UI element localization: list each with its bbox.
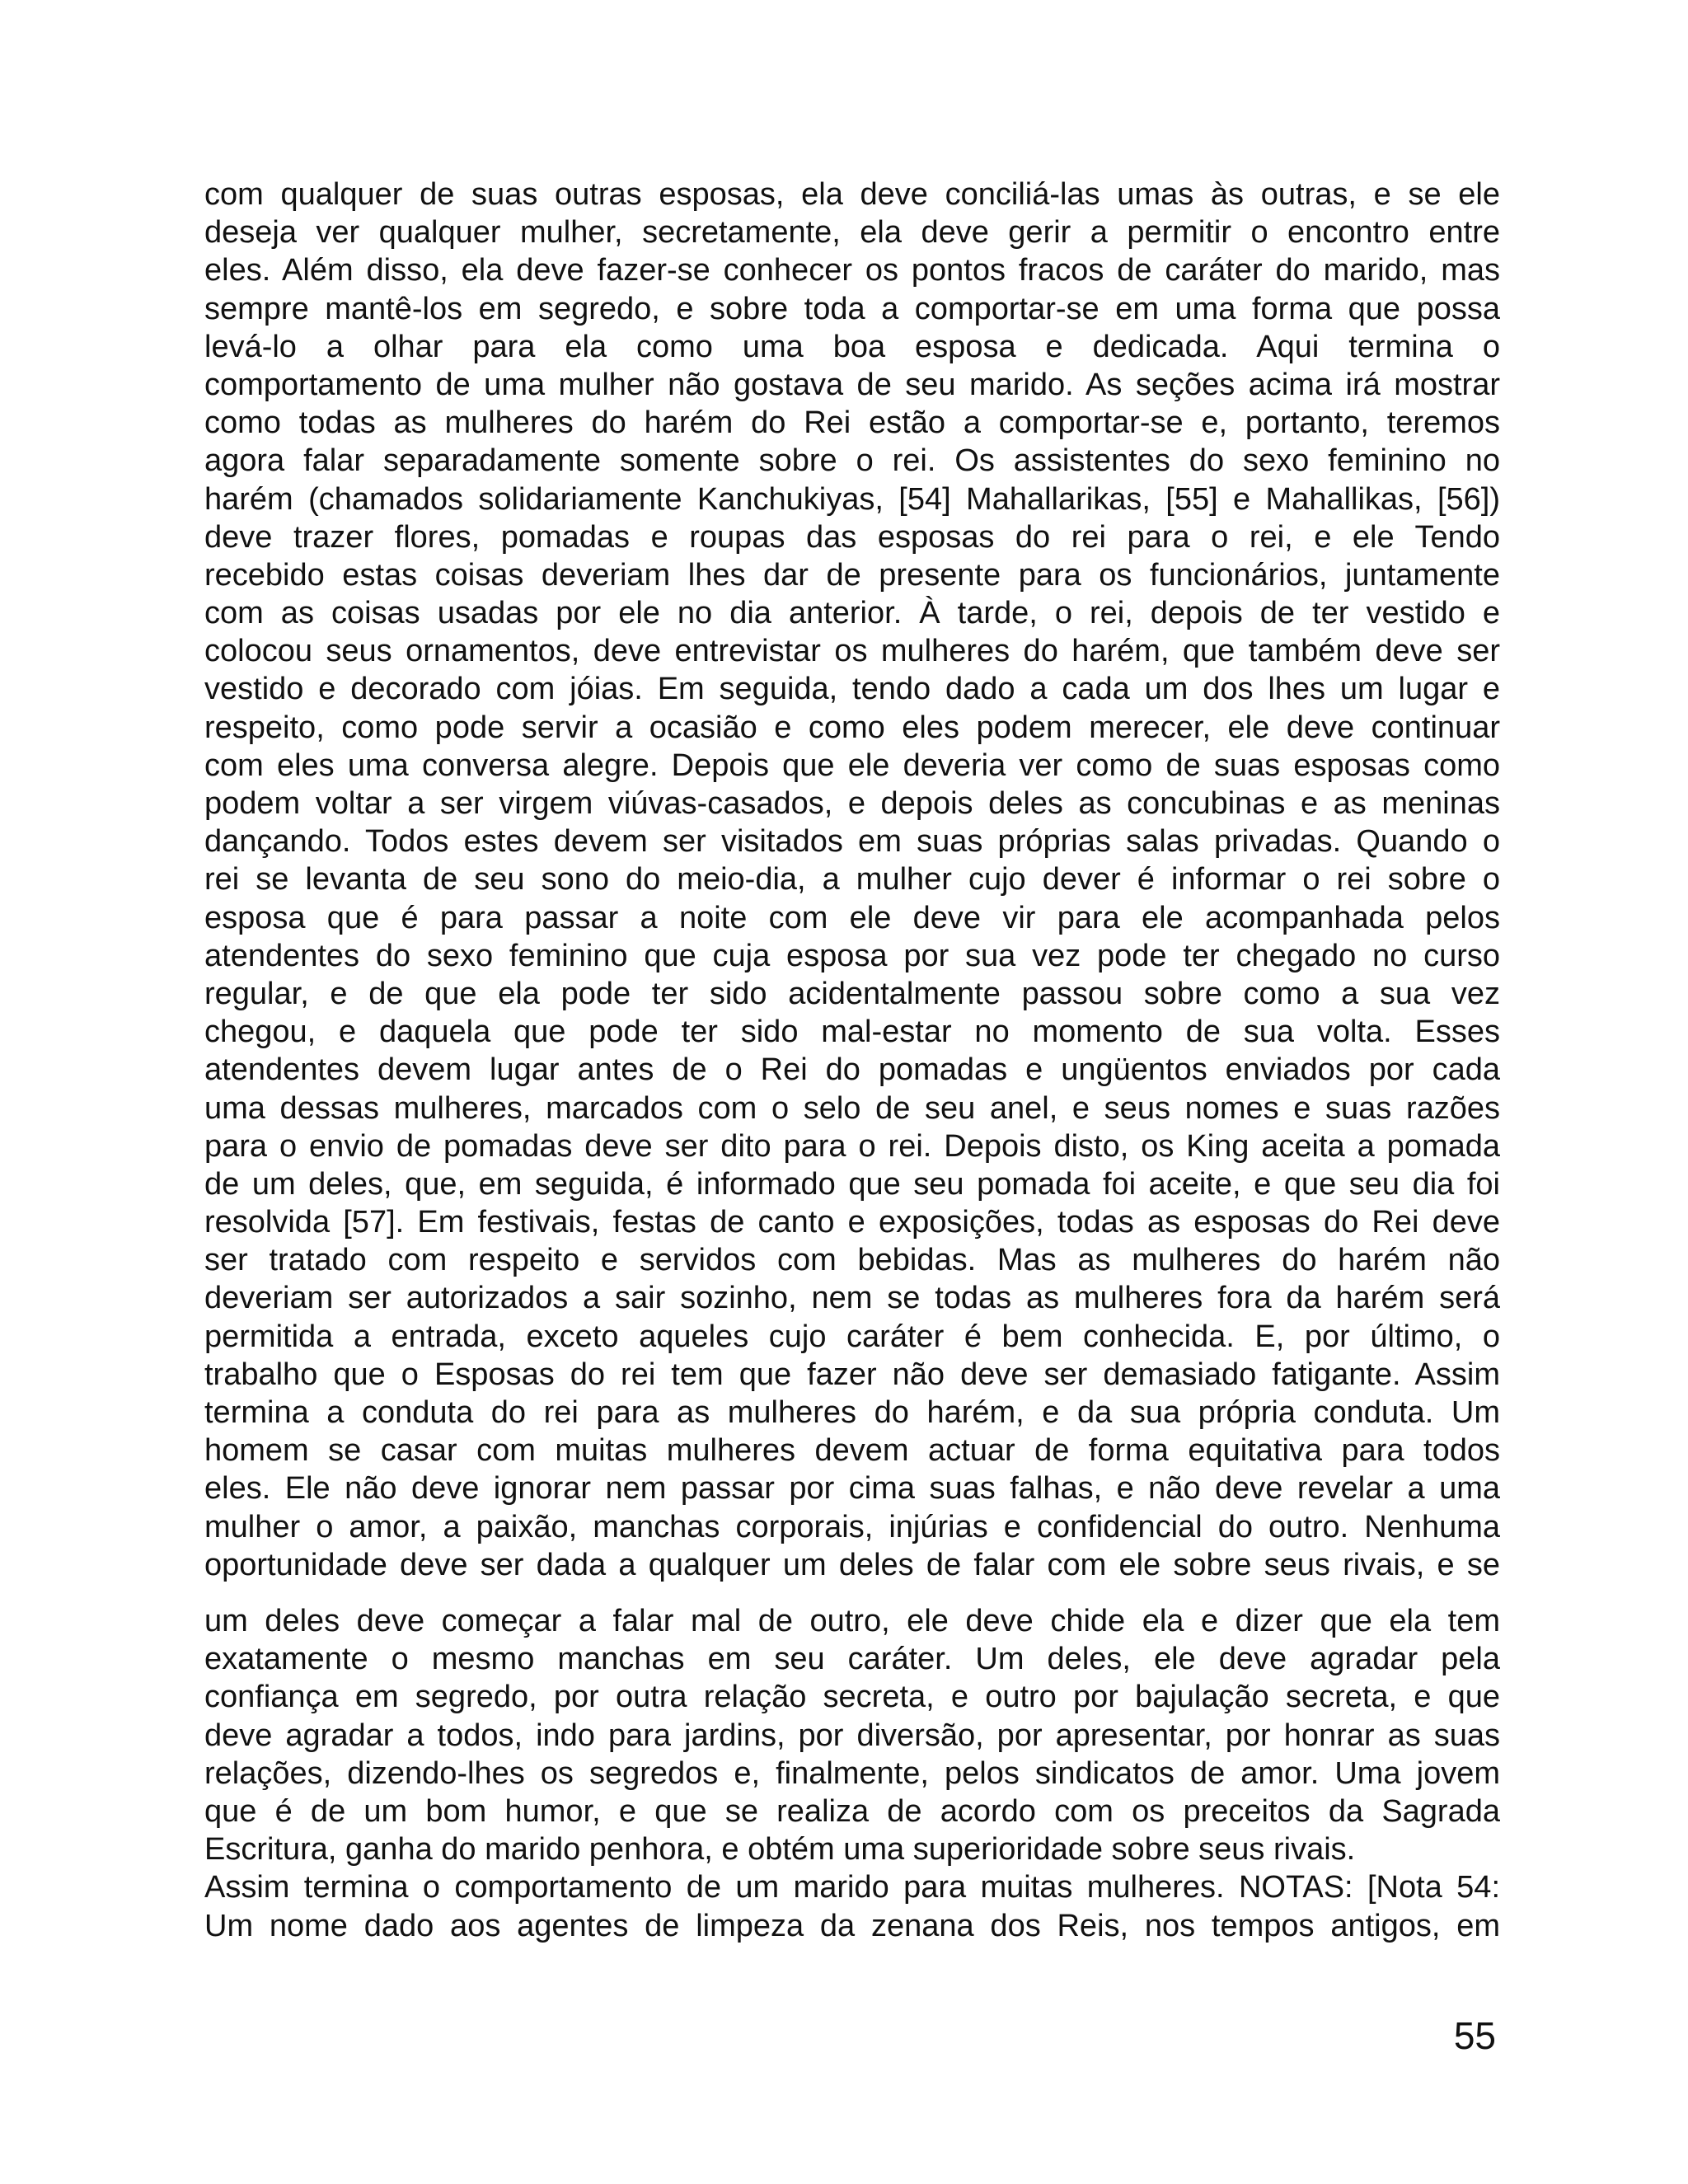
text-line: exatamente o mesmo manchas em seu caráter. Um deles, ele deve agradar pela [204, 1642, 1500, 1677]
text-line: agora falar separadamente somente sobre o rei. Os assistentes do sexo feminino no [204, 443, 1500, 479]
text-line: regular, e de que ela pode ter sido acidentalmente passou sobre como a sua vez [204, 976, 1500, 1011]
text-line: chegou, e daquela que pode ter sido mal-estar no momento de sua volta. Esses [204, 1015, 1500, 1050]
text-line: termina a conduta do rei para as mulheres do harém, e da sua própria conduta. Um [204, 1395, 1500, 1430]
text-line: Assim termina o comportamento de um marido para muitas mulheres. NOTAS: [Nota 54: [204, 1870, 1500, 1905]
text-line: oportunidade deve ser dada a qualquer um deles de falar com ele sobre seus rivais, e se [204, 1547, 1500, 1582]
text-line: deve agradar a todos, indo para jardins, por diversão, por apresentar, por honrar as suas [204, 1718, 1500, 1753]
text-line: atendentes do sexo feminino que cuja esposa por sua vez pode ter chegado no curso [204, 938, 1500, 973]
text-line: Escritura, ganha do marido penhora, e obtém uma superioridade sobre seus rivais. [204, 1832, 1356, 1868]
text-line: rei se levanta de seu sono do meio-dia, a mulher cujo dever é informar o rei sobre o [204, 862, 1500, 898]
text-line: como todas as mulheres do harém do Rei estão a comportar-se e, portanto, teremos [204, 405, 1500, 441]
text-line: comportamento de uma mulher não gostava de seu marido. As seções acima irá mostrar [204, 367, 1500, 402]
text-line: resolvida [57]. Em festivais, festas de canto e exposições, todas as esposas do Rei deve [204, 1205, 1500, 1240]
body-paragraph-1 [204, 176, 1500, 1584]
text-line: esposa que é para passar a noite com ele deve vir para ele acompanhada pelos [204, 900, 1500, 935]
text-line: com qualquer de suas outras esposas, ela deve conciliá-las umas às outras, e se ele [204, 177, 1500, 212]
text-line: ser tratado com respeito e servidos com bebidas. Mas as mulheres do harém não [204, 1243, 1500, 1278]
text-line: que é de um bom humor, e que se realiza de acordo com os preceitos da Sagrada [204, 1793, 1500, 1829]
text-line: uma dessas mulheres, marcados com o selo de seu anel, e seus nomes e suas razões [204, 1090, 1500, 1126]
text-line: com eles uma conversa alegre. Depois que ele deveria ver como de suas esposas como [204, 748, 1500, 783]
text-line: confiança em segredo, por outra relação secreta, e outro por bajulação secreta, e que [204, 1680, 1500, 1715]
text-line: trabalho que o Esposas do rei tem que fazer não deve ser demasiado fatigante. Assim [204, 1357, 1500, 1392]
text-line: eles. Ele não deve ignorar nem passar por cima suas falhas, e não deve revelar a uma [204, 1471, 1500, 1507]
text-line: mulher o amor, a paixão, manchas corporais, injúrias e confidencial do outro. Nenhuma [204, 1509, 1500, 1544]
text-line: dançando. Todos estes devem ser visitados em suas próprias salas privadas. Quando o [204, 824, 1500, 860]
text-line: atendentes devem lugar antes de o Rei do pomadas e ungüentos enviados por cada [204, 1052, 1500, 1088]
text-line: recebido estas coisas deveriam lhes dar de presente para os funcionários, juntamente [204, 557, 1500, 593]
text-line: deseja ver qualquer mulher, secretamente, ela deve gerir a permitir o encontro entre [204, 215, 1500, 251]
text-line: respeito, como pode servir a ocasião e como eles podem merecer, ele deve continuar [204, 710, 1500, 745]
text-line: de um deles, que, em seguida, é informado que seu pomada foi aceite, e que seu dia foi [204, 1166, 1500, 1202]
body-paragraph-2 [204, 1602, 1500, 1945]
text-line: deveriam ser autorizados a sair sozinho, nem se todas as mulheres fora da harém será [204, 1281, 1500, 1316]
page-number: 55 [1453, 2014, 1496, 2057]
text-line: harém (chamados solidariamente Kanchukiyas, [54] Mahallarikas, [55] e Mahallikas, [56]) [204, 481, 1500, 517]
text-line: levá-lo a olhar para ela como uma boa esposa e dedicada. Aqui termina o [204, 329, 1500, 364]
text-line: para o envio de pomadas deve ser dito para o rei. Depois disto, os King aceita a pomada [204, 1128, 1500, 1164]
text-line: sempre mantê-los em segredo, e sobre toda a comportar-se em uma forma que possa [204, 291, 1500, 326]
text-line: colocou seus ornamentos, deve entrevistar os mulheres do harém, que também deve ser [204, 634, 1500, 669]
text-line: um deles deve começar a falar mal de outro, ele deve chide ela e dizer que ela tem [204, 1604, 1500, 1638]
text-line: homem se casar com muitas mulheres devem actuar de forma equitativa para todos [204, 1433, 1500, 1469]
text-line: podem voltar a ser virgem viúvas-casados, e depois deles as concubinas e as meninas [204, 786, 1500, 821]
text-line: relações, dizendo-lhes os segredos e, finalmente, pelos sindicatos de amor. Uma jovem [204, 1755, 1500, 1791]
text-line: permitida a entrada, exceto aqueles cujo caráter é bem conhecida. E, por último, o [204, 1319, 1500, 1354]
text-line: com as coisas usadas por ele no dia anterior. À tarde, o rei, depois de ter vestido e [204, 596, 1500, 631]
text-line: eles. Além disso, ela deve fazer-se conhecer os pontos fracos de caráter do marido, mas [204, 253, 1500, 288]
text-line: deve trazer flores, pomadas e roupas das esposas do rei para o rei, e ele Tendo [204, 519, 1500, 555]
text-line: vestido e decorado com jóias. Em seguida, tendo dado a cada um dos lhes um lugar e [204, 672, 1500, 707]
text-line: Um nome dado aos agentes de limpeza da zenana dos Reis, nos tempos antigos, em [204, 1908, 1500, 1943]
